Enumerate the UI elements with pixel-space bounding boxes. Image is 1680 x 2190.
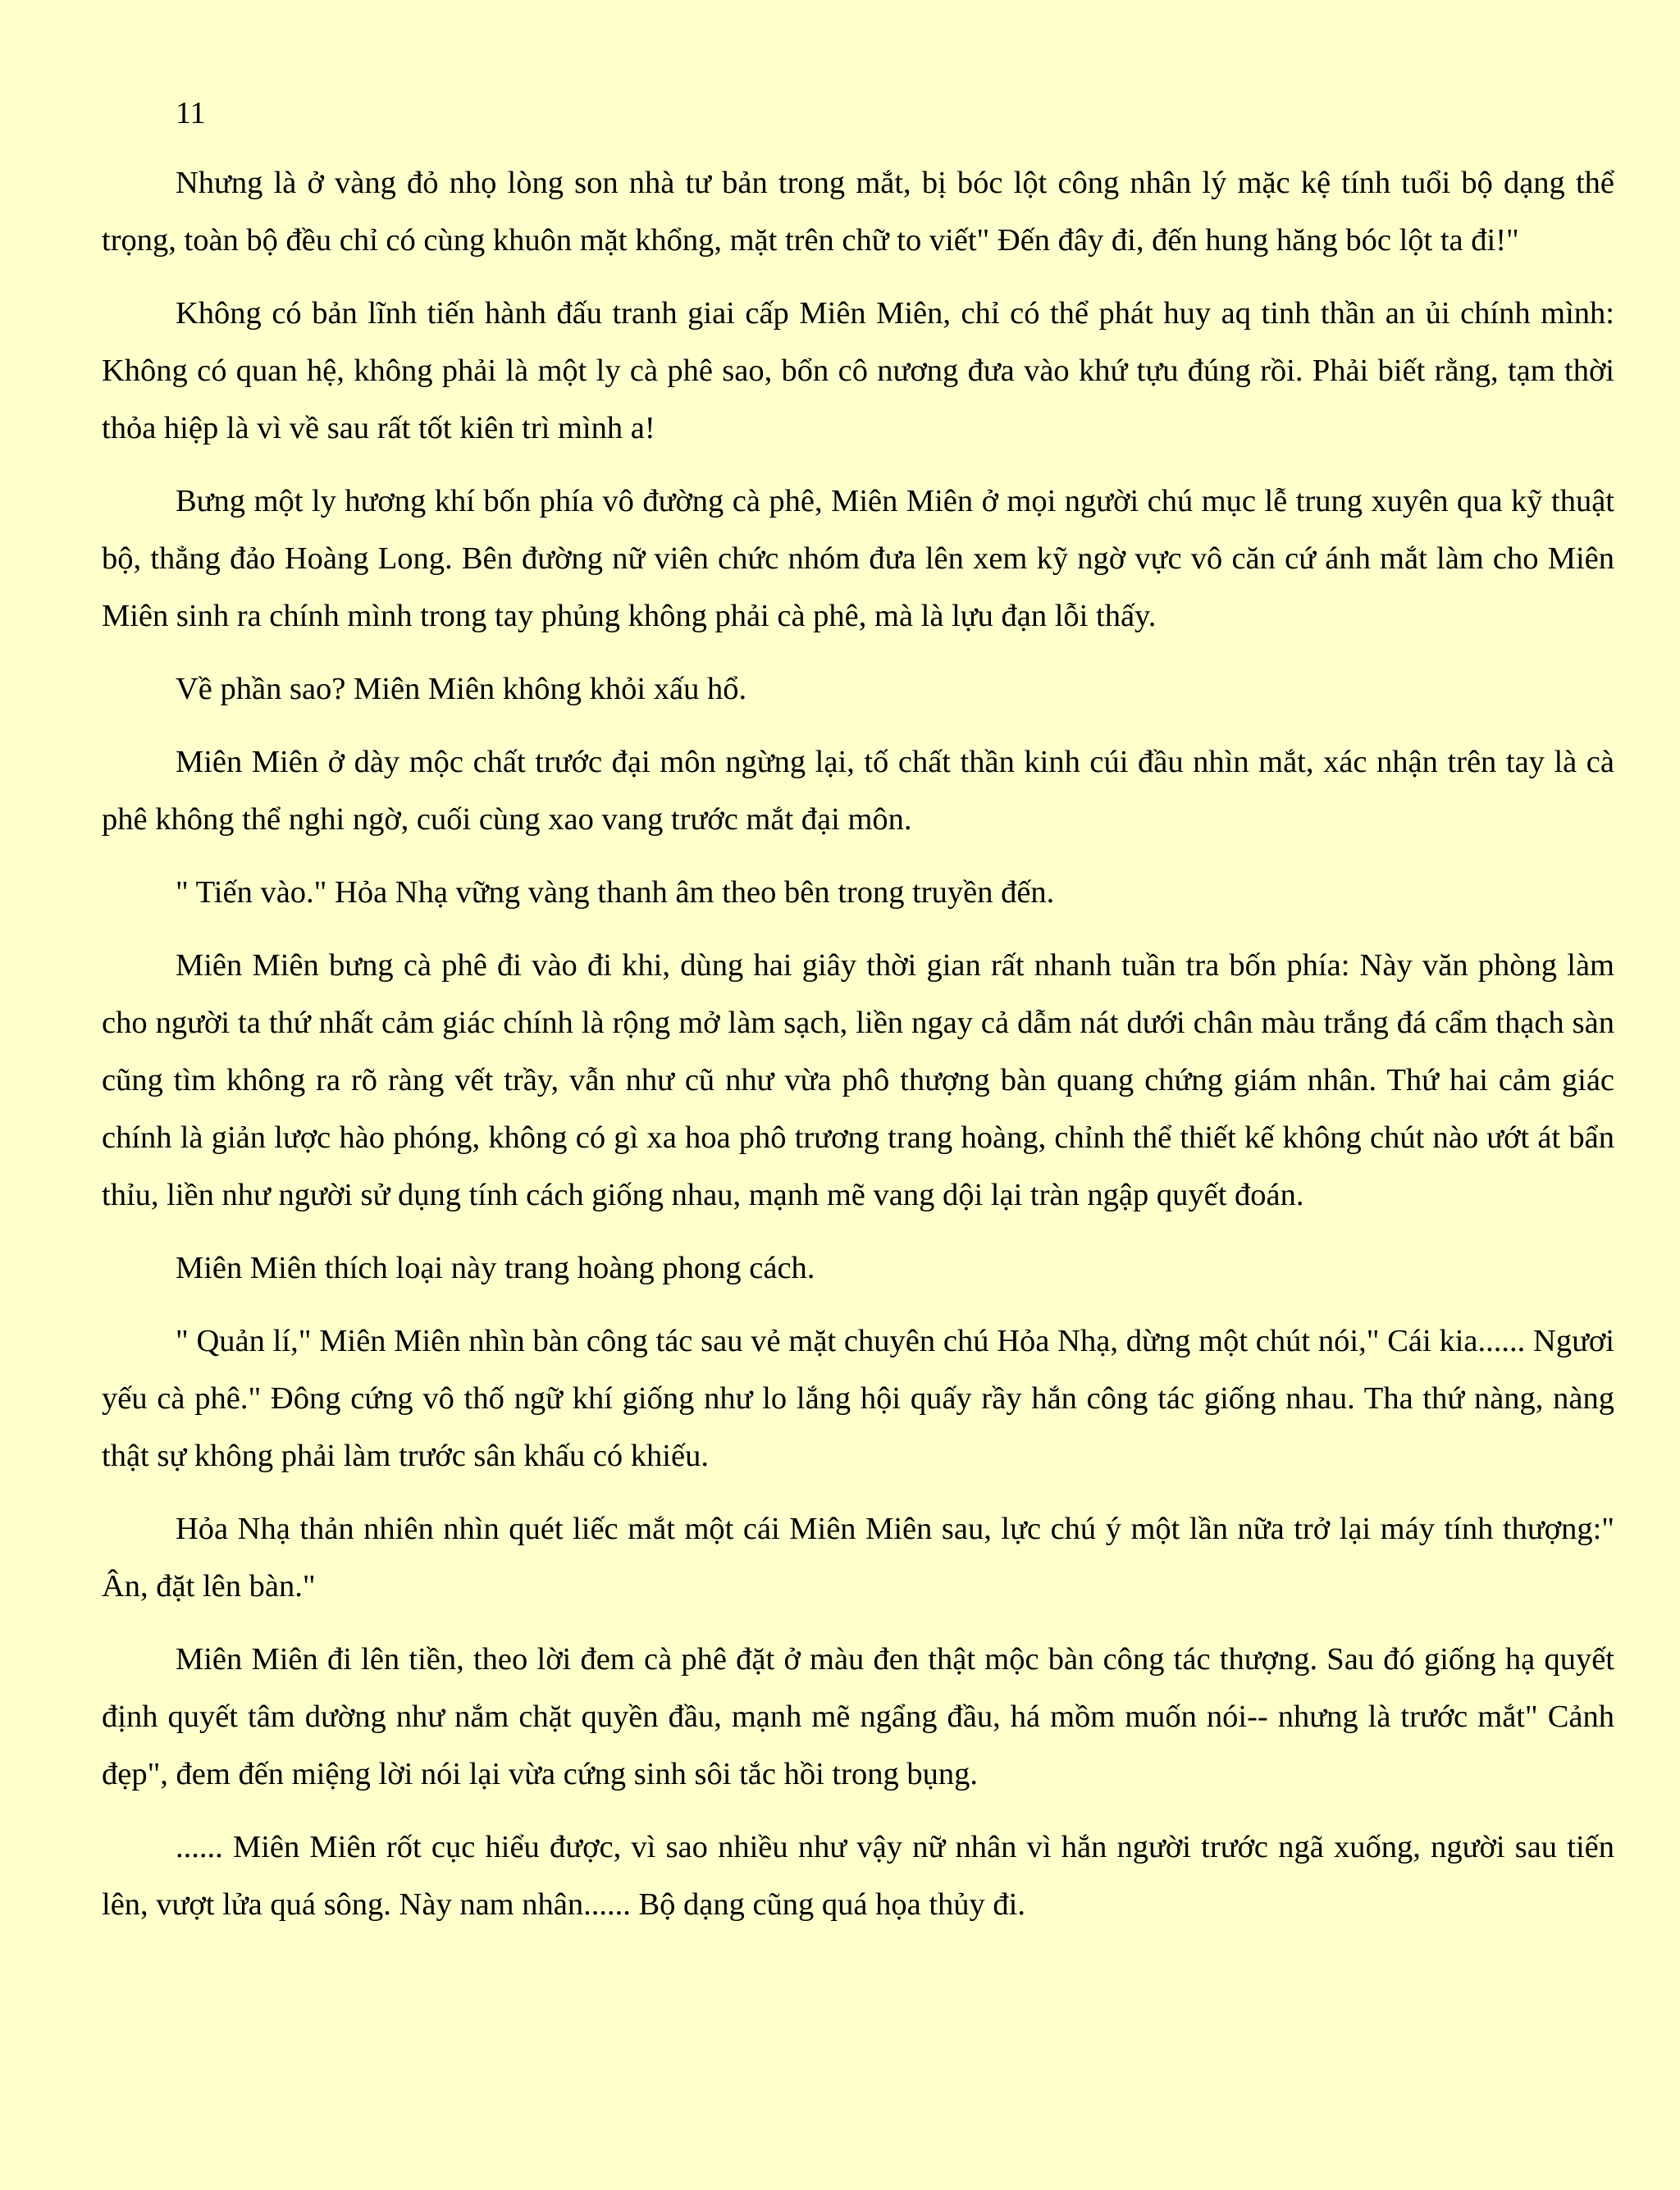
paragraph-6: " Tiến vào." Hỏa Nhạ vững vàng thanh âm theo bên trong truyền đến. [176,875,1055,910]
page-number: 11 [176,96,206,130]
paragraph-5: Miên Miên ở dày mộc chất trước đại môn ngừng lại, tố chất thần kinh cúi đầu nhìn mắt, xác nhận trên tay là cà phê không thể nghi ngờ, cuối cùng xao vang trước mắt đại môn. [102,745,1614,837]
paragraph-2: Không có bản lĩnh tiến hành đấu tranh giai cấp Miên Miên, chỉ có thể phát huy aq tinh thần an ủi chính mình: Không có quan hệ, không phải là một ly cà phê sao, bổn cô nương đưa vào khứ tựu đúng rồi. Phải biết rằng, tạm thời thỏa hiệp là vì về sau rất tốt kiên trì mình a! [102,296,1614,445]
paragraph-7: Miên Miên bưng cà phê đi vào đi khi, dùng hai giây thời gian rất nhanh tuần tra bốn phía: Này văn phòng làm cho người ta thứ nhất cảm giác chính là rộng mở làm sạch, liền ngay cả dẫm nát dưới chân màu trắng đá cẩm thạch sàn cũng tìm không ra rõ ràng vết trầy, vẫn như cũ như vừa phô thượng bàn quang chứng giám nhân. Thứ hai cảm giác chính là giản lược hào phóng, không có gì xa hoa phô trương trang hoàng, chỉnh thể thiết kế không chút nào ướt át bẩn thỉu, liền như người sử dụng tính cách giống nhau, mạnh mẽ vang dội lại tràn ngập quyết đoán. [102,948,1614,1212]
paragraph-12: ...... Miên Miên rốt cục hiểu được, vì sao nhiều như vậy nữ nhân vì hắn người trước ngã xuống, người sau tiến lên, vượt lửa quá sông. Này nam nhân...... Bộ dạng cũng quá họa thủy đi. [102,1830,1614,1922]
paragraph-3: Bưng một ly hương khí bốn phía vô đường cà phê, Miên Miên ở mọi người chú mục lễ trung xuyên qua kỹ thuật bộ, thẳng đảo Hoàng Long. Bên đường nữ viên chức nhóm đưa lên xem kỹ ngờ vực vô căn cứ ánh mắt làm cho Miên Miên sinh ra chính mình trong tay phủng không phải cà phê, mà là lựu đạn lỗi thấy. [102,484,1614,633]
paragraph-9: " Quản lí," Miên Miên nhìn bàn công tác sau vẻ mặt chuyên chú Hỏa Nhạ, dừng một chút nói," Cái kia...... Ngươi yếu cà phê." Đông cứng vô thố ngữ khí giống như lo lắng hội quấy rầy hắn công tác giống nhau. Tha thứ nàng, nàng thật sự không phải làm trước sân khấu có khiếu. [102,1324,1614,1473]
page-content [102,90,1614,1949]
paragraph-11: Miên Miên đi lên tiền, theo lời đem cà phê đặt ở màu đen thật mộc bàn công tác thượng. Sau đó giống hạ quyết định quyết tâm dường như nắm chặt quyền đầu, mạnh mẽ ngẩng đầu, há mồm muốn nói-- nhưng là trước mắt" Cảnh đẹp", đem đến miệng lời nói lại vừa cứng sinh sôi tắc hồi trong bụng. [102,1642,1614,1791]
paragraph-8: Miên Miên thích loại này trang hoàng phong cách. [176,1251,815,1285]
paragraph-4: Về phần sao? Miên Miên không khỏi xấu hổ. [176,672,747,706]
paragraph-1: Nhưng là ở vàng đỏ nhọ lòng son nhà tư bản trong mắt, bị bóc lột công nhân lý mặc kệ tính tuổi bộ dạng thể trọng, toàn bộ đều chỉ có cùng khuôn mặt khổng, mặt trên chữ to viết" Đến đây đi, đến hung hăng bóc lột ta đi!" [102,166,1614,258]
paragraph-10: Hỏa Nhạ thản nhiên nhìn quét liếc mắt một cái Miên Miên sau, lực chú ý một lần nữa trở lại máy tính thượng:" Ân, đặt lên bàn." [102,1512,1614,1604]
